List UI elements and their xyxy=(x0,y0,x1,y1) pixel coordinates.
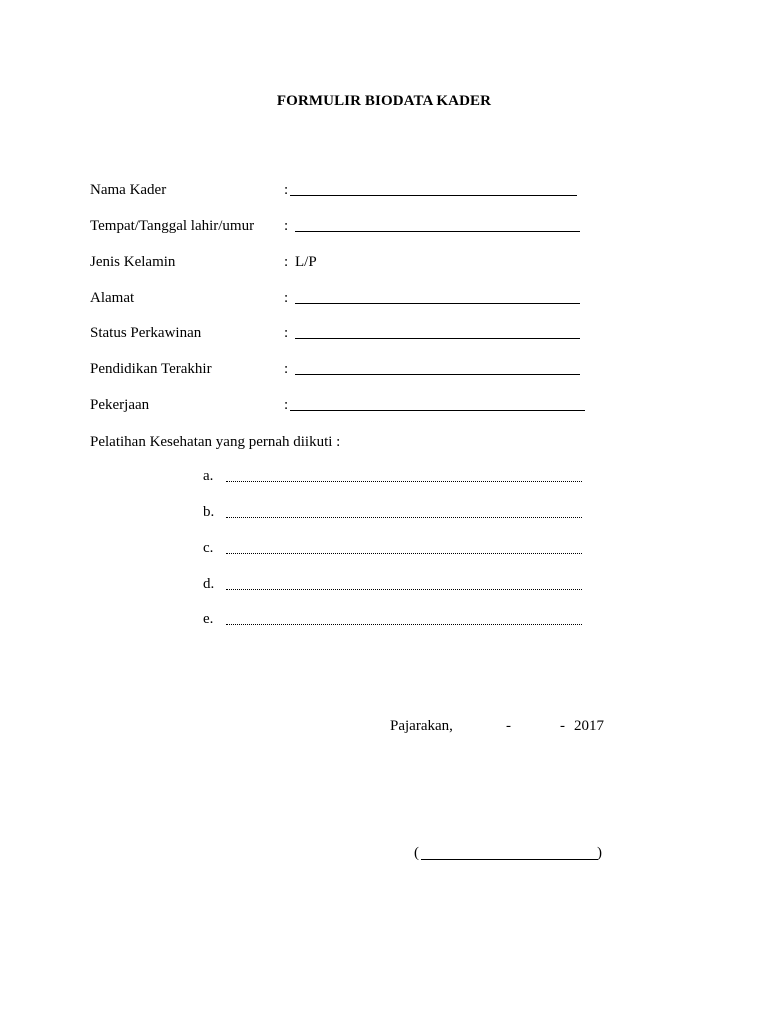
training-item-e xyxy=(203,609,593,629)
field-colon: : xyxy=(284,397,289,413)
training-item-b xyxy=(203,502,593,522)
field-label: Pendidikan Terakhir xyxy=(90,361,212,377)
field-colon: : xyxy=(284,361,289,377)
blank-line xyxy=(295,338,580,339)
dotted-line xyxy=(226,553,582,554)
date-separator: - xyxy=(560,718,565,734)
training-item-a xyxy=(203,466,593,486)
signature-line xyxy=(414,843,604,863)
place-name: Pajarakan, xyxy=(390,718,453,734)
field-tempat-tanggal-lahir xyxy=(90,216,590,236)
field-nama-kader xyxy=(90,180,590,200)
training-item-d xyxy=(203,574,593,594)
list-marker: d. xyxy=(203,576,215,592)
blank-line xyxy=(295,374,580,375)
list-marker: e. xyxy=(203,611,214,627)
dotted-line xyxy=(226,624,582,625)
blank-line xyxy=(295,303,580,304)
list-marker: c. xyxy=(203,540,214,556)
training-item-c xyxy=(203,538,593,558)
blank-line xyxy=(290,410,585,411)
field-label: Jenis Kelamin xyxy=(90,254,176,270)
dotted-line xyxy=(226,589,582,590)
list-marker: b. xyxy=(203,504,215,520)
field-label: Status Perkawinan xyxy=(90,325,202,341)
date-separator: - xyxy=(506,718,511,734)
field-colon: : xyxy=(284,254,289,270)
blank-line xyxy=(290,195,577,196)
form-title: FORMULIR BIODATA KADER xyxy=(276,93,492,109)
dotted-line xyxy=(226,481,582,482)
field-value: L/P xyxy=(295,254,317,270)
paren-open: ( xyxy=(414,845,419,861)
blank-line xyxy=(295,231,580,232)
field-alamat xyxy=(90,288,590,308)
field-label: Alamat xyxy=(90,290,135,306)
field-jenis-kelamin xyxy=(90,252,590,272)
field-colon: : xyxy=(284,325,289,341)
field-label: Nama Kader xyxy=(90,182,167,198)
paren-close: ) xyxy=(597,845,602,861)
dotted-line xyxy=(226,517,582,518)
list-marker: a. xyxy=(203,468,214,484)
date-year: 2017 xyxy=(574,718,604,734)
field-status-perkawinan xyxy=(90,323,590,343)
field-pekerjaan xyxy=(90,395,600,415)
field-colon: : xyxy=(284,182,289,198)
place-date-line xyxy=(390,716,605,736)
field-colon: : xyxy=(284,290,289,306)
field-label: Pekerjaan xyxy=(90,397,150,413)
training-heading: Pelatihan Kesehatan yang pernah diikuti : xyxy=(90,434,341,450)
field-label: Tempat/Tanggal lahir/umur xyxy=(90,218,255,234)
field-pendidikan-terakhir xyxy=(90,359,590,379)
field-colon: : xyxy=(284,218,289,234)
signature-blank xyxy=(421,859,598,860)
